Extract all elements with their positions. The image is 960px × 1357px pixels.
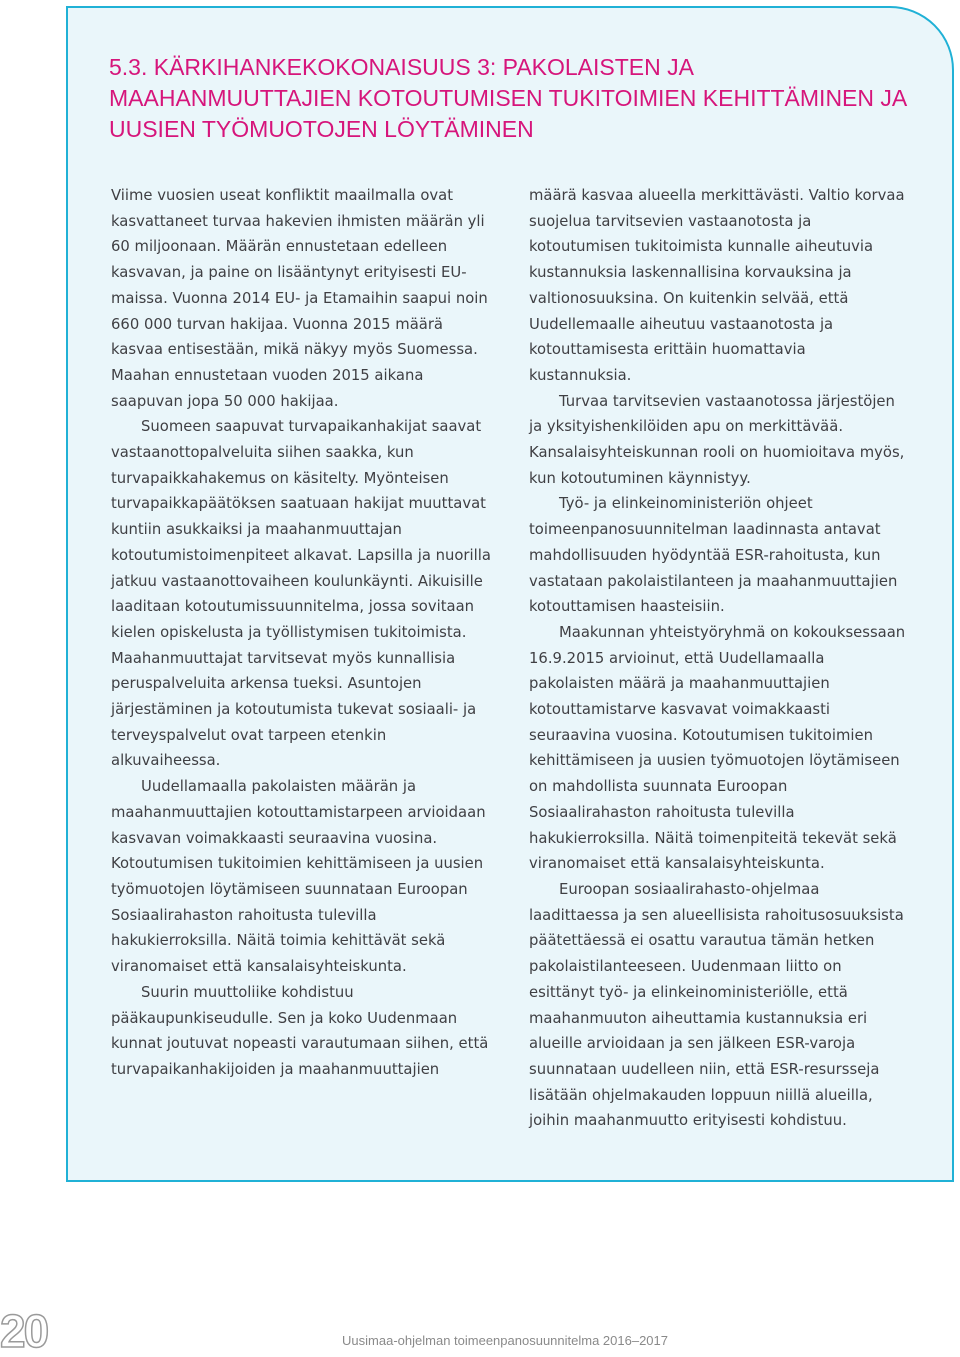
left-column — [111, 183, 491, 1083]
paragraph: Turvaa tarvitsevien vastaanotossa järjestöjen ja yksityishenkilöiden apu on merkittävää. Kansalaisyhteiskunnan rooli on huomioitava myös, kun kotoutuminen käynnistyy. — [529, 392, 905, 487]
paragraph: Suomeen saapuvat turvapaikanhakijat saavat vastaanottopalveluita siihen saakka, kun turvapaikkahakemus on käsitelty. Myönteisen turvapaikkapäätöksen saatuaan hakijat muuttavat kuntiin asukkaiksi ja maahanmuuttajan kotoutumistoimenpiteet alkavat. Lapsilla ja nuorilla jatkuu vastaanottovaiheen koulunkäynti. Aikuisille laaditaan kotoutumissuunnitelma, jossa sovitaan kielen opiskelusta ja työllistymisen tukitoimista. Maahanmuuttajat tarvitsevat myös kunnallisia peruspalveluita arkensa tueksi. Asuntojen järjestäminen ja kotoutumista tukevat sosiaali- ja terveyspalvelut ovat tarpeen etenkin alkuvaiheessa. — [111, 418, 491, 770]
right-column — [529, 183, 909, 1134]
paragraph: Euroopan sosiaalirahasto-ohjelmaa laadittaessa ja sen alueellisista rahoitusosuuksista päätettäessä ei osattu varautua tämän hetken pakolaistilanteeseen. Uudenmaan liitto on esittänyt työ- ja elinkeinoministeriölle, että maahanmuuton aiheuttamia kustannuksia eri alueille arvioidaan ja sen jälkeen ESR-varoja suunnataan uudelleen niin, että ESR-resursseja lisätään ohjelmakauden loppuun niillä alueilla, joihin maahanmuutto erityisesti kohdistuu. — [529, 880, 904, 1130]
paragraph: Uudellamaalla pakolaisten määrän ja maahanmuuttajien kotouttamistarpeen arvioidaan kasvavan voimakkaasti seuraavina vuosina. Kotoutumisen tukitoimien kehittämiseen ja uusien työmuotojen löytämiseen suunnataan Euroopan Sosiaalirahaston rahoitusta tulevilla hakukierroksilla. Näitä toimia kehittävät sekä viranomaiset että kansalaisyhteiskunta. — [111, 778, 486, 976]
footer-title: Uusimaa-ohjelman toimeenpanosuunnitelma 2016–2017 — [342, 1333, 668, 1348]
paragraph: Työ- ja elinkeinoministeriön ohjeet toimeenpanosuunnitelman laadinnasta antavat mahdollisuuden hyödyntää ESR-rahoitusta, kun vastataan pakolaistilanteen ja maahanmuuttajien kotouttamisen haasteisiin. — [529, 495, 898, 616]
section-heading: 5.3. KÄRKIHANKEKOKONAISUUS 3: PAKOLAISTEN JA MAAHANMUUTTAJIEN KOTOUTUMISEN TUKITOIMIEN KEHITTÄMINEN JA UUSIEN TYÖMUOTOJEN LÖYTÄMINEN — [109, 54, 906, 142]
paragraph: Viime vuosien useat konfliktit maailmalla ovat kasvattaneet turvaa hakevien ihmisten määrän yli 60 miljoonaan. Määrän ennustetaan edelleen kasvavan, ja paine on lisääntynyt erityisesti EU-maissa. Vuonna 2014 EU- ja Etamaihin saapui noin 660 000 turvan hakijaa. Vuonna 2015 määrä kasvaa entisestään, mikä näkyy myös Suomessa. Maahan ennustetaan vuoden 2015 aikana saapuvan jopa 50 000 hakijaa. — [111, 187, 488, 410]
paragraph: Suurin muuttoliike kohdistuu pääkaupunkiseudulle. Sen ja koko Uudenmaan kunnat joutuvat nopeasti varautumaan siihen, että turvapaikanhakijoiden ja maahanmuuttajien — [111, 983, 489, 1078]
page-number: 20 — [0, 1305, 48, 1357]
paragraph: määrä kasvaa alueella merkittävästi. Valtio korvaa suojelua tarvitsevien vastaanotosta ja kotoutumisen tukitoimista kunnalle aiheutuvia kustannuksia laskennallisina korvauksina ja valtionosuuksina. On kuitenkin selvää, että Uudellemaalle aiheutuu vastaanotosta ja kotouttamisesta erittäin huomattavia kustannuksia. — [529, 187, 905, 384]
paragraph: Maakunnan yhteistyöryhmä on kokouksessaan 16.9.2015 arvioinut, että Uudellamaalla pakolaisten määrä ja maahanmuuttajien kotouttamistarve kasvavat voimakkaasti seuraavina vuosina. Kotoutumisen tukitoimien kehittämiseen ja uusien työmuotojen löytämiseen on mahdollista suunnata Euroopan Sosiaalirahaston rahoitusta tulevilla hakukierroksilla. Näitä toimenpiteitä tekevät sekä viranomaiset että kansalaisyhteiskunta. — [529, 623, 906, 873]
